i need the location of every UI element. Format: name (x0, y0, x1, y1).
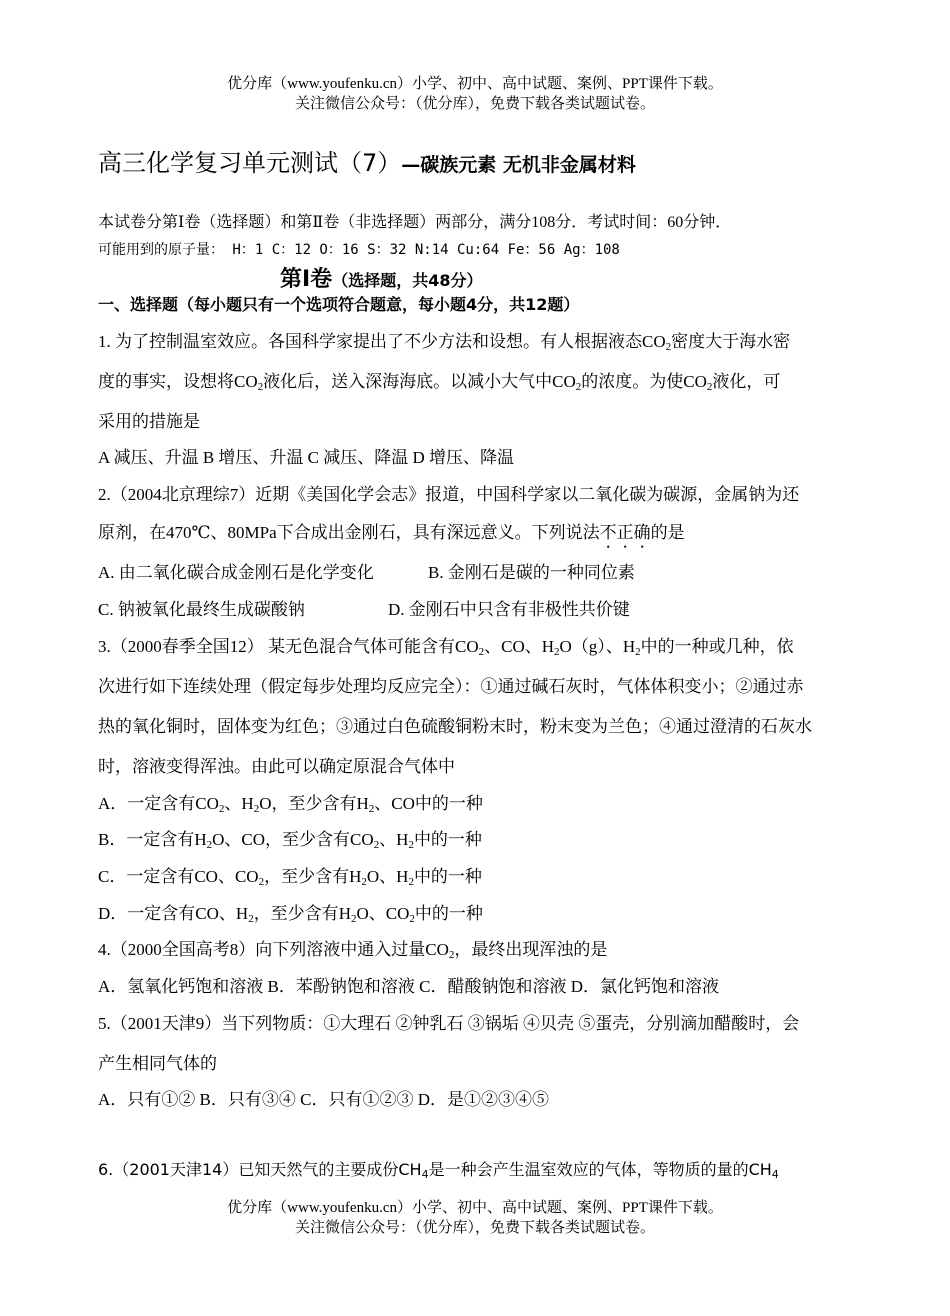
page-header-line-2: 关注微信公众号：（优分库），免费下载各类试题试卷。 (294, 96, 655, 112)
exam-intro: 本试卷分第Ⅰ卷（选择题）和第Ⅱ卷（非选择题）两部分，满分108分．考试时间：60分钟． (98, 214, 732, 231)
question-5-line-1: 5.（2001天津9）当下列物质：①大理石 ②钟乳石 ③锅垢 ④贝壳 ⑤蛋壳，分别滴加醋酸时，会 (98, 1014, 800, 1033)
part-1-label: 第Ⅰ卷 (280, 267, 333, 292)
section-1-heading: 一、选择题（每小题只有一个选项符合题意，每小题4分，共12题） (98, 295, 580, 314)
page-footer-line-2: 关注微信公众号：（优分库），免费下载各类试题试卷。 (294, 1220, 655, 1236)
page-footer-line-1: 优分库（www.youfenku.cn）小学、初中、高中试题、案例、PPT课件下载。 (227, 1200, 723, 1216)
question-2-option-a: A. 由二氧化碳合成金刚石是化学变化 (98, 563, 374, 582)
question-1-line-3: 采用的措施是 (98, 412, 200, 431)
question-2-option-c: C. 钠被氧化最终生成碳酸钠 (98, 600, 305, 619)
emphasis-not-correct: 不正确 (599, 523, 651, 542)
title-main: 高三化学复习单元测试（7） (98, 149, 402, 177)
question-3-line-3: 热的氧化铜时，固体变为红色；③通过白色硫酸铜粉末时，粉末变为兰色；④通过澄清的石灰水 (98, 717, 812, 736)
question-3-line-1: 3.（2000春季全国12） 某无色混合气体可能含有$CO_2$、CO、$H_2O(g)$、$H_2$中的一种或几种，依 (98, 637, 794, 658)
part-1-heading (280, 262, 482, 293)
question-3-line-2: 次进行如下连续处理（假定每步处理均反应完全）：①通过碱石灰时，气体体积变小；②通过赤 (98, 677, 804, 696)
question-3-option-a: A．一定含有$CO_2$、$H_2O$，至少含有$H_2$、CO中的一种 (98, 794, 483, 815)
question-3-option-c: C．一定含有CO、$CO_2$，至少含有$H_2O$、$H_2$中的一种 (98, 867, 482, 888)
question-4-options: A．氢氧化钙饱和溶液 B．苯酚钠饱和溶液 C．醋酸钠饱和溶液 D．氯化钙饱和溶液 (98, 977, 719, 996)
question-1-line-1: 1. 为了控制温室效应。各国科学家提出了不少方法和设想。有人根据液态$CO_2$密度大于海水密 (98, 332, 791, 353)
question-1-line-2: 度的事实，设想将$CO_2$液化后，送入深海海底。以减小大气中$CO_2$的浓度。为使$CO_2$液化，可 (98, 372, 781, 393)
question-2-option-b: B. 金刚石是碳的一种同位素 (428, 563, 635, 582)
part-1-note: （选择题，共48分） (332, 271, 483, 290)
title-subtitle: —碳族元素 无机非金属材料 (401, 154, 636, 176)
atomic-weights: 可能用到的原子量： H：1 C：12 O：16 S：32 N:14 Cu:64 Fe：56 Ag：108 (98, 242, 620, 258)
question-2-option-d: D. 金刚石中只含有非极性共价键 (388, 600, 630, 619)
question-5-line-2: 产生相同气体的 (98, 1054, 217, 1073)
question-2-line-1: 2.（2004北京理综7）近期《美国化学会志》报道，中国科学家以二氧化碳为碳源，金属钠为还 (98, 485, 800, 504)
question-5-options: A．只有①② B．只有③④ C．只有①②③ D．是①②③④⑤ (98, 1090, 549, 1109)
question-2-line-2: 原剂，在470℃、80MPa下合成出金刚石，具有深远意义。下列说法不正确的是 (98, 523, 685, 542)
question-6-line-1: 6.（2001天津14）已知天然气的主要成份$CH_4$是一种会产生温室效应的气体，等物质的量的$CH_4$ (98, 1160, 779, 1181)
question-4-line-1: 4.（2000全国高考8）向下列溶液中通入过量$CO_2$，最终出现浑浊的是 (98, 940, 608, 961)
page-header-line-1: 优分库（www.youfenku.cn）小学、初中、高中试题、案例、PPT课件下载。 (227, 76, 723, 92)
question-1-options: A 减压、升温 B 增压、升温 C 减压、降温 D 增压、降温 (98, 448, 515, 467)
question-3-option-d: D．一定含有CO、$H_2$，至少含有$H_2O$、$CO_2$中的一种 (98, 904, 483, 925)
question-3-line-4: 时，溶液变得浑浊。由此可以确定原混合气体中 (98, 757, 455, 776)
question-3-option-b: B．一定含有$H_2O$、CO，至少含有$CO_2$、$H_2$中的一种 (98, 830, 482, 851)
document-title (98, 143, 636, 178)
